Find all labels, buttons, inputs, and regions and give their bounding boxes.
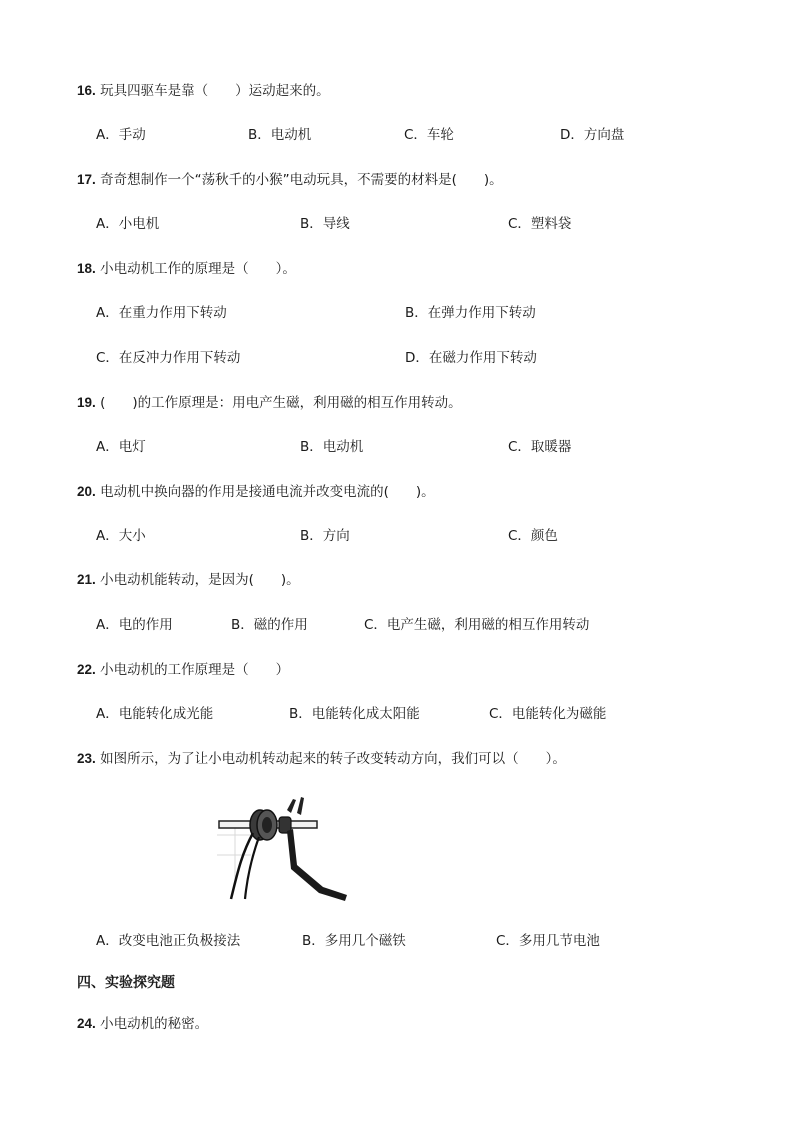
question-18: 18. 小电动机工作的原理是（ ）。 [77,261,296,277]
option-d[interactable]: D．在磁力作用下转动 [405,350,537,366]
option-a[interactable]: A．电灯 [96,439,146,455]
question-text: 小电动机的秘密。 [100,1016,209,1032]
question-23: 23. 如图所示，为了让小电动机转动起来的转子改变转动方向，我们可以（ ）。 [77,751,566,767]
question-17: 17. 奇奇想制作一个“荡秋千的小猴”电动玩具，不需要的材料是( )。 [77,172,503,188]
option-a[interactable]: A．大小 [96,528,146,544]
question-16: 16. 玩具四驱车是靠（ ）运动起来的。 [77,83,330,99]
option-a[interactable]: A．电能转化成光能 [96,706,214,722]
option-b[interactable]: B．电能转化成太阳能 [289,706,420,722]
option-a[interactable]: A．改变电池正负极接法 [96,933,241,949]
option-c[interactable]: C．颜色 [508,528,558,544]
option-a[interactable]: A．在重力作用下转动 [96,305,227,321]
option-b[interactable]: B．多用几个磁铁 [302,933,406,949]
option-c[interactable]: C．在反冲力作用下转动 [96,350,241,366]
option-a[interactable]: A．小电机 [96,216,160,232]
section-title: 四、实验探究题 [77,975,175,991]
option-a[interactable]: A．电的作用 [96,617,173,633]
option-c[interactable]: C．车轮 [404,127,454,143]
option-c[interactable]: C．取暖器 [508,439,572,455]
question-text: 如图所示，为了让小电动机转动起来的转子改变转动方向，我们可以（ ）。 [100,751,566,767]
option-d[interactable]: D．方向盘 [560,127,625,143]
option-a[interactable]: A．手动 [96,127,146,143]
question-text: 奇奇想制作一个“荡秋千的小猴”电动玩具，不需要的材料是( )。 [100,172,503,188]
option-c[interactable]: C．多用几节电池 [496,933,600,949]
option-b[interactable]: B．电动机 [300,439,364,455]
option-c[interactable]: C．塑料袋 [508,216,572,232]
question-20: 20. 电动机中换向器的作用是接通电流并改变电流的( )。 [77,484,435,500]
question-19: 19. ( )的工作原理是：用电产生磁，利用磁的相互作用转动。 [77,395,462,411]
option-b[interactable]: B．导线 [300,216,350,232]
option-b[interactable]: B．在弹力作用下转动 [405,305,536,321]
option-b[interactable]: B．电动机 [248,127,312,143]
option-c[interactable]: C．电产生磁，利用磁的相互作用转动 [364,617,590,633]
question-21: 21. 小电动机能转动，是因为( )。 [77,572,300,588]
question-24: 24. 小电动机的秘密。 [77,1016,209,1032]
option-c[interactable]: C．电能转化为磁能 [489,706,607,722]
question-text: 小电动机工作的原理是（ ）。 [100,261,296,277]
question-text: 小电动机能转动，是因为( )。 [100,572,300,588]
option-b[interactable]: B．磁的作用 [231,617,308,633]
question-22: 22. 小电动机的工作原理是（ ） [77,662,290,678]
option-b[interactable]: B．方向 [300,528,350,544]
question-text: 玩具四驱车是靠（ ）运动起来的。 [100,83,330,99]
motor-rotor-figure [215,795,355,905]
question-text: 小电动机的工作原理是（ ） [100,662,290,678]
question-text: 电动机中换向器的作用是接通电流并改变电流的( )。 [100,484,435,500]
question-text: ( )的工作原理是：用电产生磁，利用磁的相互作用转动。 [100,395,462,411]
